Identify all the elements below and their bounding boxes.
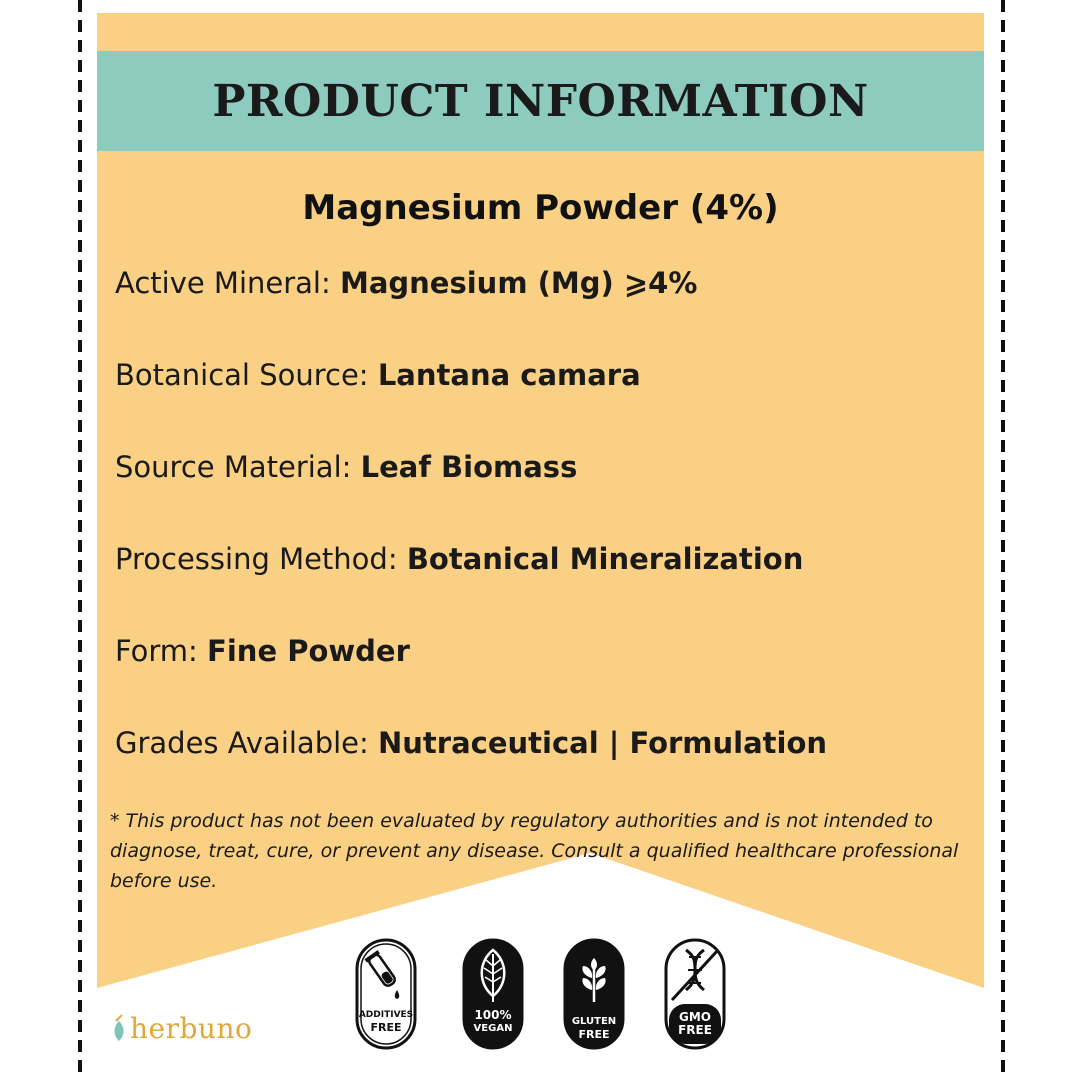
badge-line1: 100% [474, 1008, 512, 1022]
brand-logo [110, 1010, 252, 1046]
left-dashed-border [78, 0, 82, 1080]
badge-line2: FREE [678, 1023, 712, 1037]
detail-value: Nutraceutical | Formulation [378, 726, 828, 760]
badge-line2: FREE [578, 1028, 610, 1041]
badge-line2: VEGAN [473, 1023, 513, 1034]
detail-value: Botanical Mineralization [406, 542, 804, 576]
detail-value: Magnesium (Mg) ⩾4% [339, 266, 698, 300]
disclaimer-text: * This product has not been evaluated by regulatory authorities and is not intended to diagnose, treat, cure, or prevent any disease. Consult a qualified healthcare professional before use. [110, 810, 959, 892]
detail-label: Grades Available: [115, 726, 378, 760]
vegan-badge [462, 938, 524, 1050]
gluten-free-badge [563, 938, 625, 1050]
product-name: Magnesium Powder (4%) [302, 188, 779, 228]
page-title: PRODUCT INFORMATION [212, 75, 869, 127]
detail-value: Leaf Biomass [360, 450, 578, 484]
detail-form [115, 634, 410, 668]
additives-free-badge [355, 938, 417, 1050]
badge-line2: FREE [370, 1021, 402, 1034]
badge-line1: GLUTEN [571, 1016, 617, 1027]
gmo-free-badge [664, 938, 726, 1050]
detail-grades-available [115, 726, 827, 760]
detail-label: Botanical Source: [115, 358, 378, 392]
detail-value: Lantana camara [377, 358, 641, 392]
brand-drop-icon [110, 1013, 128, 1043]
badge-line1: ADDITIVES [358, 1010, 414, 1020]
detail-value: Fine Powder [207, 634, 410, 668]
detail-active-mineral [115, 266, 697, 300]
detail-processing-method [115, 542, 803, 576]
detail-label: Form: [115, 634, 208, 668]
detail-label: Processing Method: [115, 542, 407, 576]
detail-botanical-source [115, 358, 641, 392]
title-bar [97, 51, 984, 151]
detail-source-material [115, 450, 577, 484]
badge-line1: GMO [679, 1010, 711, 1024]
detail-label: Source Material: [115, 450, 361, 484]
detail-label: Active Mineral: [115, 266, 340, 300]
brand-name: herbuno [130, 1011, 253, 1045]
right-dashed-border [1001, 0, 1005, 1080]
